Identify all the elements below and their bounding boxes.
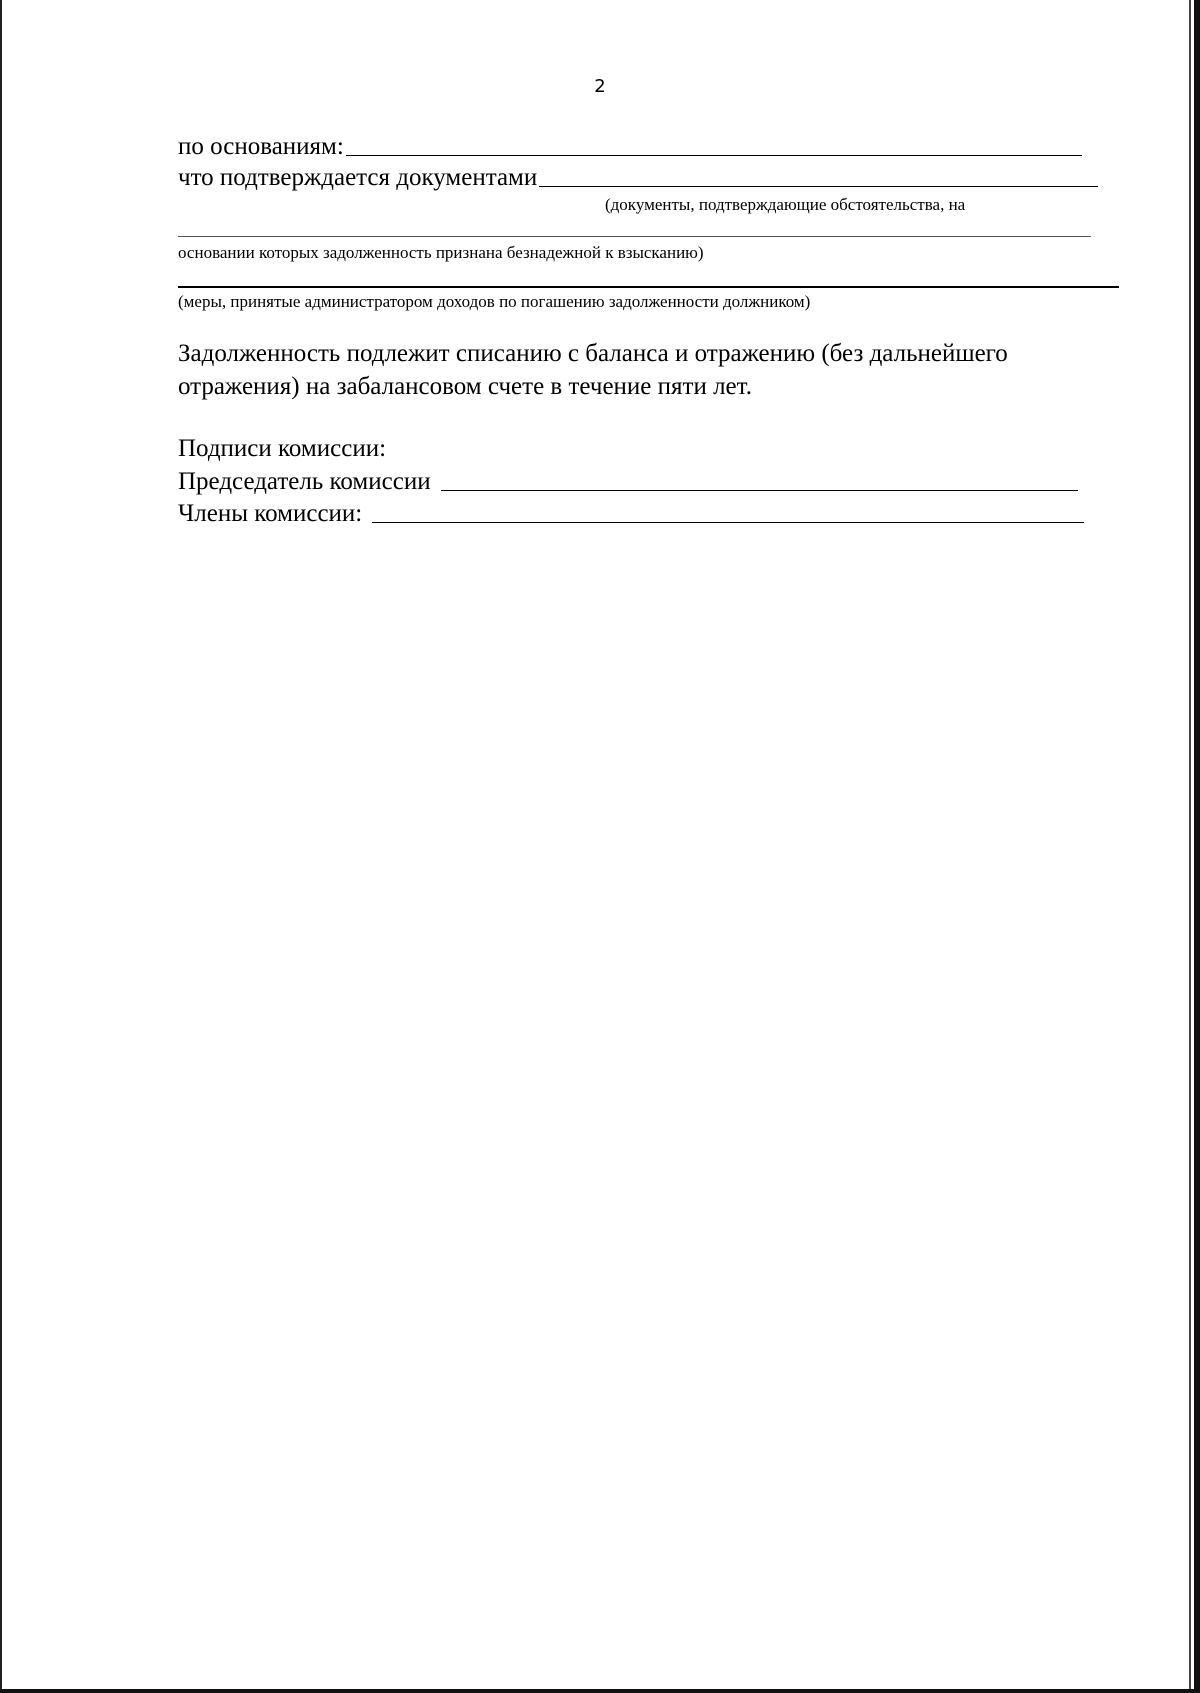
grounds-fill-line[interactable] [346, 155, 1082, 156]
documents-continuation-line[interactable] [178, 236, 1091, 237]
members-row [178, 499, 1084, 529]
page-number: 2 [594, 76, 606, 97]
chairman-label: Председатель комиссии [178, 468, 431, 495]
measures-fill-line[interactable] [178, 286, 1119, 288]
signatures-heading: Подписи комиссии: [178, 435, 387, 462]
scan-right-edge [1194, 0, 1200, 1693]
documents-label: что подтверждается документами [178, 164, 538, 191]
measures-caption: (меры, принятые администратором доходов по погашению задолженности должником) [178, 292, 811, 311]
documents-caption-part1: (документы, подтверждающие обстоятельства, на [605, 195, 966, 214]
scan-bottom-edge [0, 1689, 1200, 1693]
chairman-signature-line[interactable] [441, 490, 1078, 491]
documents-row [178, 163, 1098, 193]
members-label: Члены комиссии: [178, 500, 363, 527]
scan-right-inner-edge [1189, 0, 1191, 1693]
documents-fill-line[interactable] [539, 186, 1098, 187]
members-signature-line[interactable] [372, 522, 1084, 523]
scan-left-edge [0, 0, 2, 1693]
grounds-label: по основаниям: [178, 133, 344, 160]
documents-caption-part2: основании которых задолженность признана безнадежной к взысканию) [178, 243, 704, 262]
chairman-row [178, 467, 1078, 497]
write-off-statement: Задолженность подлежит списанию с баланса и отражению (без дальнейшего отражения) на забалансовом счете в течение пяти лет. [178, 340, 1008, 400]
grounds-row [178, 132, 1082, 162]
